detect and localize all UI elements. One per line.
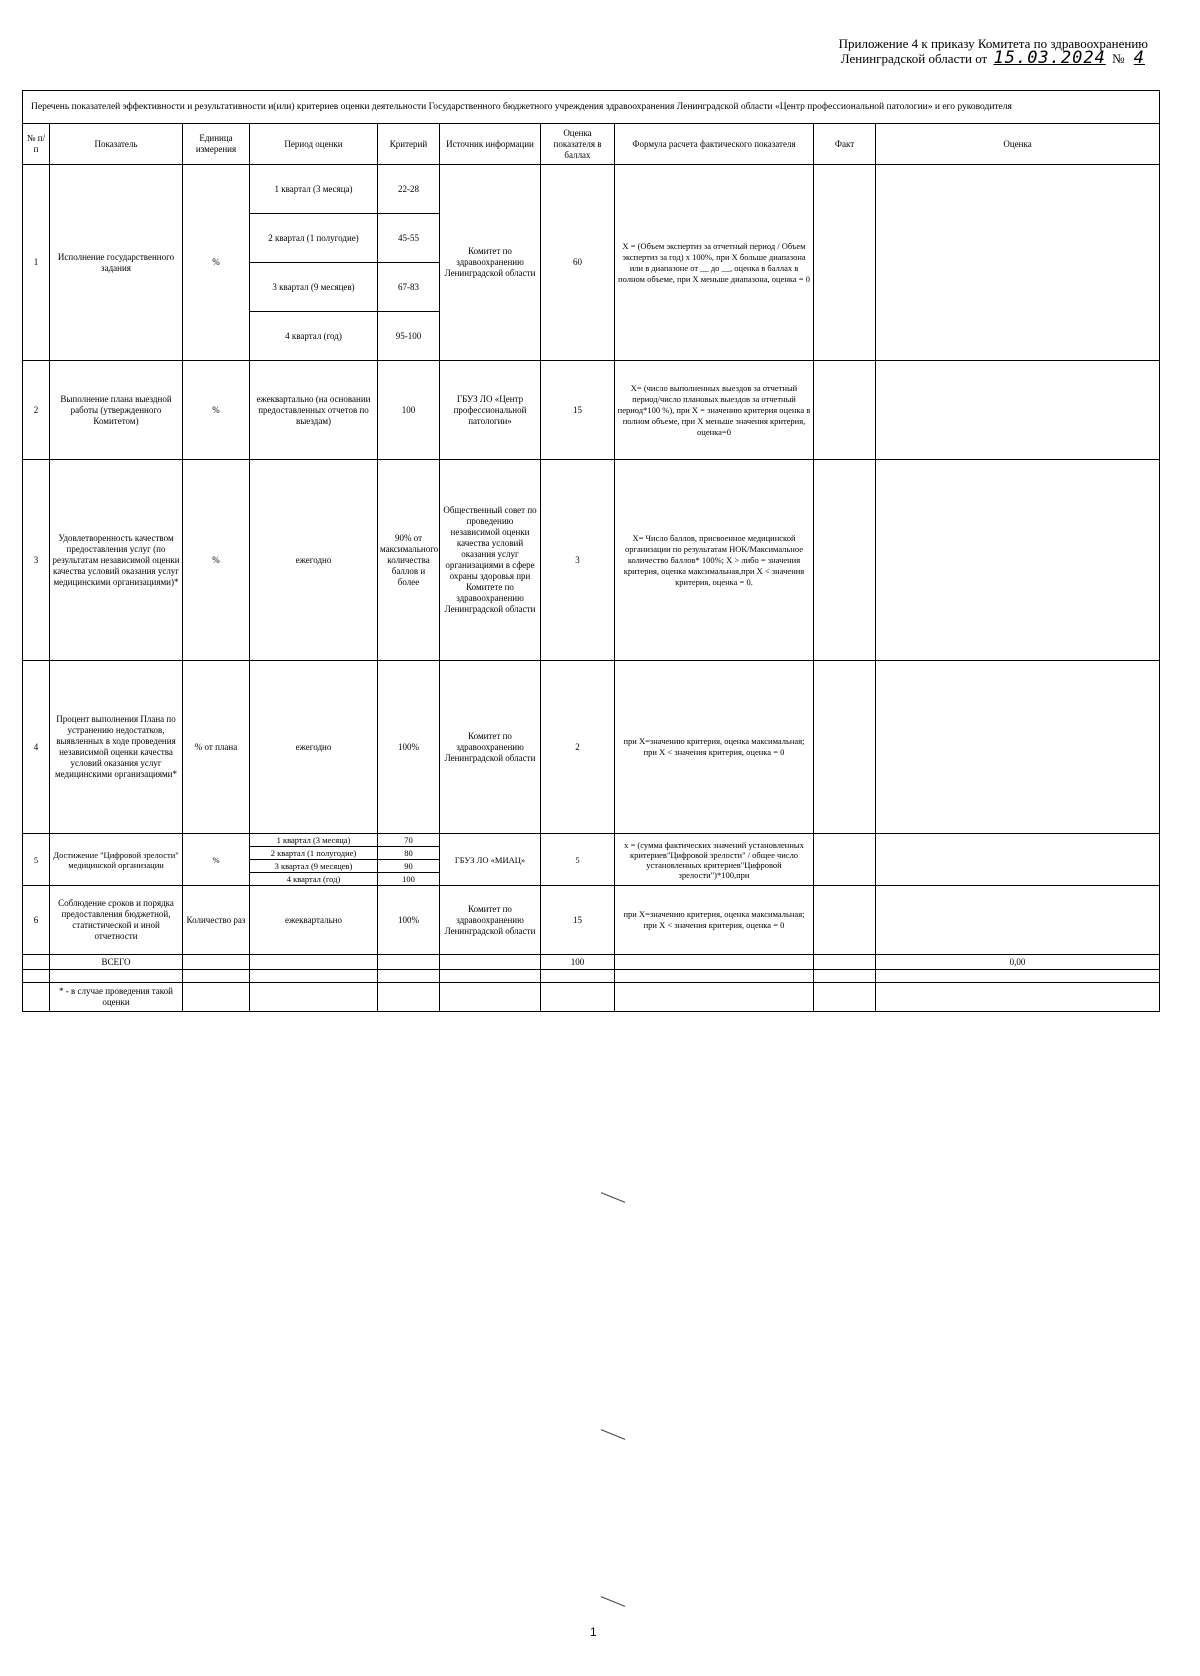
header-formula: Формула расчета фактического показателя: [615, 124, 814, 165]
row-period: ежегодно: [250, 460, 378, 661]
row-formula: Х = (Объем экспертиз за отчетный период / Объем экспертиз за год) х 100%, при Х больше диапазона или в диапазоне от __ до __, оценка в баллах в полном объеме, при Х меньше диапазона, оценка = 0: [615, 165, 814, 361]
row-fact[interactable]: [814, 361, 876, 460]
row-rating[interactable]: [876, 886, 1160, 955]
row-rating[interactable]: [876, 834, 1160, 886]
row-score: 3: [541, 460, 615, 661]
row-score: 5: [541, 834, 615, 886]
row-source: ГБУЗ ЛО «Центр профессиональной патологии»: [440, 361, 541, 460]
indicators-table: [22, 90, 1160, 1012]
row-period: 4 квартал (год): [250, 312, 378, 361]
row-rating[interactable]: [876, 361, 1160, 460]
row-num: 5: [23, 834, 50, 886]
row-formula: Х= (число выполненных выездов за отчетный период/число плановых выездов за отчетный период*100 %), при Х = значению критерия оценка в полном объеме, при Х меньше значения критерия, оценка=0: [615, 361, 814, 460]
handwritten-date: 15.03.2024: [993, 48, 1106, 68]
table-row: [23, 460, 1160, 661]
row-indicator: Процент выполнения Плана по устранению недостатков, выявленных в ходе проведения независимой оценки качества условий оказания услуг медицинскими организациями*: [50, 661, 183, 834]
page-number: 1: [590, 1625, 597, 1639]
row-score: 60: [541, 165, 615, 361]
row-formula: при Х=значению критерия, оценка максимальная; при Х < значения критерия, оценка = 0: [615, 886, 814, 955]
header-fact: Факт: [814, 124, 876, 165]
row-score: 15: [541, 886, 615, 955]
row-period: 1 квартал (3 месяца): [250, 165, 378, 214]
table-caption: Перечень показателей эффективности и результативности и(или) критериев оценки деятельности Государственного бюджетного учреждения здравоохранения Ленинградской области «Центр профессиональной патологии» и его руководителя: [23, 91, 1160, 124]
row-source: Общественный совет по проведению независимой оценки качества условий оказания услуг организациями в сфере охраны здоровья при Комитете по здравоохранению Ленинградской области: [440, 460, 541, 661]
row-score: 2: [541, 661, 615, 834]
row-num: 4: [23, 661, 50, 834]
total-row: [23, 955, 1160, 970]
row-indicator: Удовлетворенность качеством предоставления услуг (по результатам независимой оценки качества условий оказания услуг медицинскими организациями)*: [50, 460, 183, 661]
header-indicator: Показатель: [50, 124, 183, 165]
row-criterion: 100: [378, 873, 440, 886]
row-indicator: Достижение "Цифровой зрелости" медицинской организации: [50, 834, 183, 886]
row-criterion: 100%: [378, 886, 440, 955]
row-rating[interactable]: [876, 460, 1160, 661]
row-criterion: 22-28: [378, 165, 440, 214]
row-period: 3 квартал (9 месяцев): [250, 263, 378, 312]
total-label: ВСЕГО: [50, 955, 183, 970]
row-period: 3 квартал (9 месяцев): [250, 860, 378, 873]
row-period: 1 квартал (3 месяца): [250, 834, 378, 847]
row-criterion: 95-100: [378, 312, 440, 361]
table-row: [23, 661, 1160, 834]
row-fact[interactable]: [814, 460, 876, 661]
row-rating[interactable]: [876, 165, 1160, 361]
row-fact[interactable]: [814, 165, 876, 361]
row-unit: % от плана: [183, 661, 250, 834]
row-criterion: 100%: [378, 661, 440, 834]
header-criterion: Критерий: [378, 124, 440, 165]
row-period: ежеквартально (на основании предоставленных отчетов по выездам): [250, 361, 378, 460]
document-header: [839, 36, 1148, 66]
row-source: Комитет по здравоохранению Ленинградской области: [440, 661, 541, 834]
header-line-1: Приложение 4 к приказу Комитета по здравоохранению: [838, 36, 1148, 51]
header-line-2-prefix: Ленинградской области от: [840, 51, 988, 66]
row-num: 3: [23, 460, 50, 661]
row-source: Комитет по здравоохранению Ленинградской области: [440, 886, 541, 955]
row-indicator: Выполнение плана выездной работы (утвержденного Комитетом): [50, 361, 183, 460]
row-num: 6: [23, 886, 50, 955]
row-indicator: Соблюдение сроков и порядка предоставления бюджетной, статистической и иной отчетности: [50, 886, 183, 955]
row-num: 2: [23, 361, 50, 460]
header-num: № п/п: [23, 124, 50, 165]
total-score: 100: [541, 955, 615, 970]
row-rating[interactable]: [876, 661, 1160, 834]
footnote: * - в случае проведения такой оценки: [50, 983, 183, 1012]
row-unit: %: [183, 165, 250, 361]
header-period: Период оценки: [250, 124, 378, 165]
row-score: 15: [541, 361, 615, 460]
number-label: №: [1112, 51, 1125, 66]
row-unit: %: [183, 361, 250, 460]
row-criterion: 67-83: [378, 263, 440, 312]
table-row: [23, 886, 1160, 955]
row-criterion: 45-55: [378, 214, 440, 263]
row-unit: %: [183, 834, 250, 886]
header-rating: Оценка: [876, 124, 1160, 165]
table-row: [23, 165, 1160, 214]
table-row: [23, 834, 1160, 847]
empty-row: [23, 970, 1160, 983]
row-source: Комитет по здравоохранению Ленинградской области: [440, 165, 541, 361]
header-source: Источник информации: [440, 124, 541, 165]
row-formula: Х= Число баллов, присвоенное медицинской организации по результатам НОК/Максимальное количество баллов* 100%; Х > либо = значения критерия, оценка максимальная,при Х < значения критерия, оценка = 0.: [615, 460, 814, 661]
row-period: ежеквартально: [250, 886, 378, 955]
scan-mark: [601, 1429, 625, 1440]
row-unit: %: [183, 460, 250, 661]
table-header-row: [23, 124, 1160, 165]
row-period: 4 квартал (год): [250, 873, 378, 886]
handwritten-number: 4: [1133, 48, 1145, 68]
scan-mark: [601, 1192, 625, 1203]
row-formula: х = (сумма фактических значений установленных критериев"Цифровой зрелости" / общее число установленных критериев"Цифровой зрелости")*100,при: [615, 834, 814, 886]
row-criterion: 100: [378, 361, 440, 460]
row-criterion: 90: [378, 860, 440, 873]
header-score: Оценка показателя в баллах: [541, 124, 615, 165]
row-num: 1: [23, 165, 50, 361]
header-unit: Единица измерения: [183, 124, 250, 165]
row-period: 2 квартал (1 полугодие): [250, 847, 378, 860]
row-unit: Количество раз: [183, 886, 250, 955]
header-line-2: [839, 48, 1148, 68]
row-period: 2 квартал (1 полугодие): [250, 214, 378, 263]
row-source: ГБУЗ ЛО «МИАЦ»: [440, 834, 541, 886]
scan-mark: [601, 1596, 625, 1607]
row-criterion: 90% от максимального количества баллов и более: [378, 460, 440, 661]
table-row: [23, 361, 1160, 460]
row-fact[interactable]: [814, 661, 876, 834]
footnote-row: [23, 983, 1160, 1012]
row-period: ежегодно: [250, 661, 378, 834]
row-fact[interactable]: [814, 834, 876, 886]
row-formula: при Х=значению критерия, оценка максимальная; при Х < значения критерия, оценка = 0: [615, 661, 814, 834]
row-fact[interactable]: [814, 886, 876, 955]
total-rating: 0,00: [876, 955, 1160, 970]
row-indicator: Исполнение государственного задания: [50, 165, 183, 361]
row-criterion: 70: [378, 834, 440, 847]
row-criterion: 80: [378, 847, 440, 860]
